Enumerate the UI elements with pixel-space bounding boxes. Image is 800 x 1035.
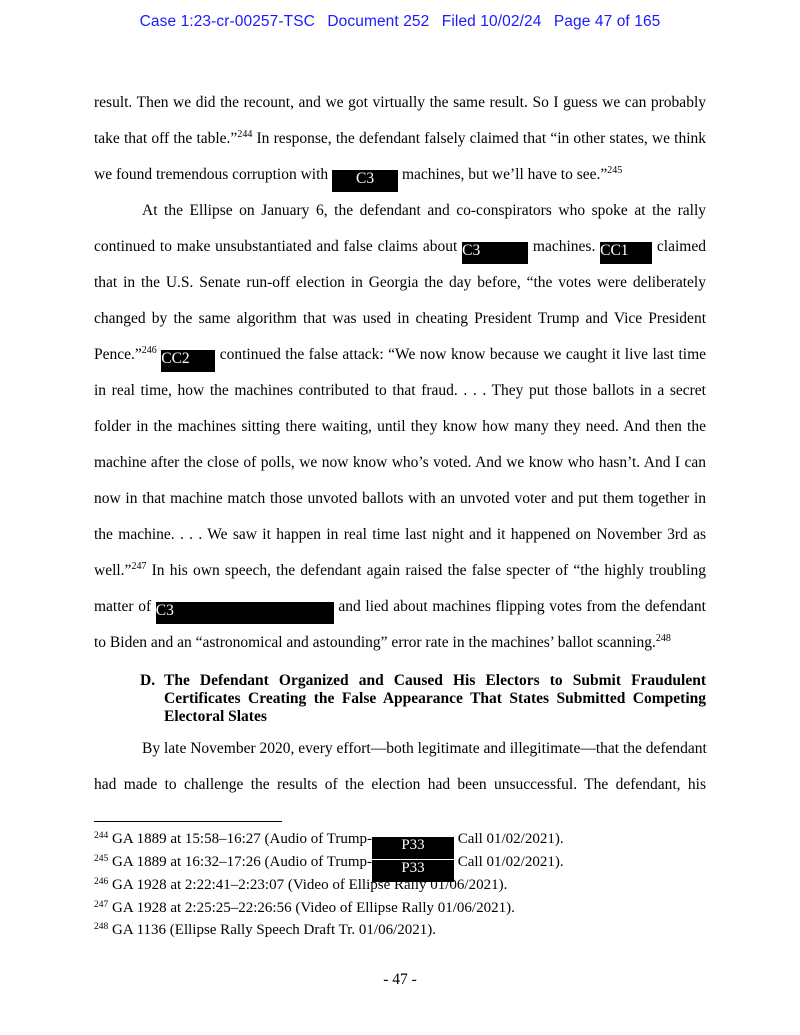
body-line: now in that machine match those unvoted ballots with an unvoted voter and put them together in xyxy=(94,490,706,507)
body-line: folder in the machines sitting there waiting, until they know how many they need. And then the xyxy=(94,418,706,435)
body-line: result. Then we did the recount, and we got virtually the same result. So I guess we can probably xyxy=(94,94,706,111)
paragraph-first-line: By late November 2020, every effort—both legitimate and illegitimate—that the defendant xyxy=(142,740,707,757)
footnote: $^{247}$ GA 1928 at 2:25:25–22:26:56 (Video of Ellipse Rally 01/06/2021). xyxy=(94,900,515,916)
body-line: to Biden and an “astronomical and astounding” error rate in the machines’ ballot scanning.$^{248}$ xyxy=(94,633,671,651)
filed-date: Filed 10/02/24 xyxy=(441,13,542,30)
section-heading xyxy=(140,672,706,726)
body-line: changed by the same algorithm that was used in cheating President Trump and Vice President xyxy=(94,310,706,327)
body-line: the machine. . . . We saw it happen in real time last night and it happened on November 3rd as xyxy=(94,526,706,543)
redaction-box: P33 xyxy=(372,837,454,859)
body-line: we found tremendous corruption with C3 machines, but we’ll have to see.”$^{245}$ xyxy=(94,165,706,192)
section-heading-line: Certificates Creating the False Appearance That States Submitted Competing xyxy=(164,690,706,707)
footnote-ref[interactable]: 248 xyxy=(655,633,671,644)
footnote: $^{248}$ GA 1136 (Ellipse Rally Speech Draft Tr. 01/06/2021). xyxy=(94,922,437,938)
footnote-number: 245 xyxy=(94,854,109,864)
footnote-number: 247 xyxy=(94,900,109,910)
body-line: machine after the close of polls, we now know who’s voted. And we know who hasn’t. And I can xyxy=(94,454,706,471)
body-line: in real time, how the machines contributed to that fraud. . . . They put those ballots in a secret xyxy=(94,382,706,399)
body-line: continued to make unsubstantiated and false claims about C3 machines. CC1 claimed xyxy=(94,237,706,264)
footnote: $^{244}$ GA 1889 at 15:58–16:27 (Audio of Trump- P33 Call 01/02/2021). xyxy=(94,829,564,859)
body-line: matter of C3 and lied about machines flipping votes from the defendant xyxy=(94,597,706,624)
redaction-box: C3 xyxy=(462,242,528,264)
case-header xyxy=(0,13,800,31)
redaction-box: C3 xyxy=(332,170,398,192)
footnote-number: 244 xyxy=(94,831,109,841)
section-letter: D. xyxy=(140,672,156,689)
body-line: well.”$^{247}$ In his own speech, the defendant again raised the false specter of “the highly troubling xyxy=(94,561,706,579)
section-heading-line: The Defendant Organized and Caused His Electors to Submit Fraudulent xyxy=(164,672,706,689)
page-number: - 47 - xyxy=(383,971,417,988)
paragraph-first-line: At the Ellipse on January 6, the defendant and co-conspirators who spoke at the rally xyxy=(142,202,706,219)
document-number: Document 252 xyxy=(327,13,430,30)
footnote-number: 246 xyxy=(94,877,109,887)
case-number: Case 1:23-cr-00257-TSC xyxy=(139,13,315,30)
redaction-box: CC1 xyxy=(600,242,652,264)
redaction-box: C3 xyxy=(156,602,334,624)
body-line: take that off the table.”$^{244}$ In response, the defendant falsely claimed that “in other states, we think xyxy=(94,129,706,147)
redaction-box: CC2 xyxy=(161,350,215,372)
footnote-ref[interactable]: 244 xyxy=(237,129,253,140)
footnote-ref[interactable]: 246 xyxy=(141,345,157,356)
footnote-ref[interactable]: 245 xyxy=(607,165,623,176)
body-line: that in the U.S. Senate run-off election in Georgia the day before, “the votes were deliberately xyxy=(94,274,706,291)
footnote-divider xyxy=(94,821,282,822)
redaction-box: P33 xyxy=(372,860,454,882)
footnote-number: 248 xyxy=(94,922,109,932)
page-of-total: Page 47 of 165 xyxy=(553,13,661,30)
footnote-ref[interactable]: 247 xyxy=(131,561,147,572)
section-heading-line: Electoral Slates xyxy=(164,708,267,725)
footnote: $^{245}$ GA 1889 at 16:32–17:26 (Audio of Trump- P33 Call 01/02/2021). xyxy=(94,852,564,882)
footnote: $^{246}$ GA 1928 at 2:22:41–2:23:07 (Video of Ellipse Rally 01/06/2021). xyxy=(94,877,508,893)
body-line: had made to challenge the results of the election had been unsuccessful. The defendant, his xyxy=(94,776,706,793)
body-line: Pence.”$^{246}$ CC2 continued the false attack: “We now know because we caught it live last time xyxy=(94,345,706,372)
